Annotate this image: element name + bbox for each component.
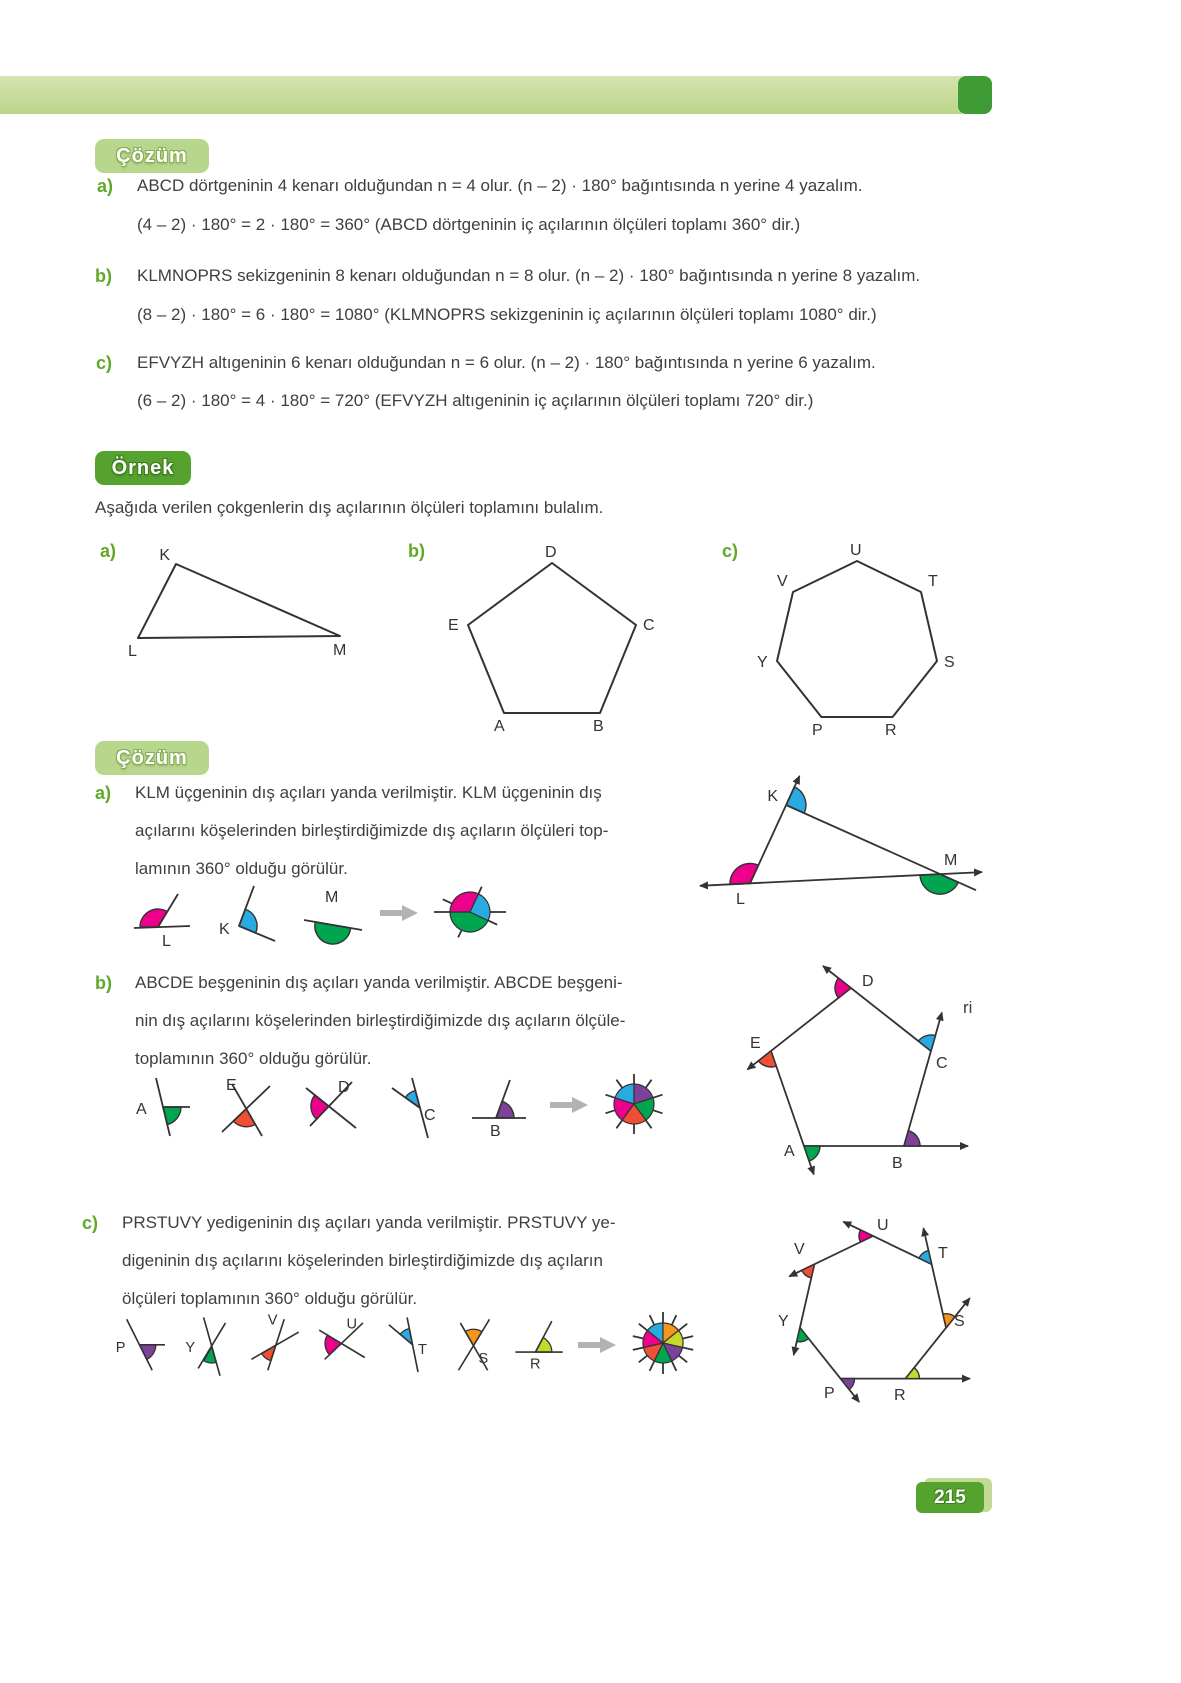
item-c-label: c): [96, 353, 113, 373]
triangle-klm-figure: [118, 546, 358, 664]
sol-a-line1: KLM üçgeninin dış açıları yanda verilmiştir. KLM üçgeninin dış: [135, 783, 602, 802]
header-bar-cap: [958, 76, 992, 114]
example-badge: [95, 451, 191, 485]
mini-angle-M: [298, 882, 368, 960]
mini-angle-R: [508, 1312, 572, 1383]
ext-vertex-P: P: [824, 1385, 835, 1402]
ext-vertex-A: A: [784, 1143, 795, 1160]
ext-vertex-R: R: [894, 1387, 906, 1404]
mini-label-L: L: [162, 933, 171, 950]
mini-angle-U: [310, 1312, 374, 1383]
item-c-statement: EFVYZH altıgeninin 6 kenarı olduğundan n = 6 olur. (n – 2) · 180° bağıntısında n yerine 6 yazalım.: [137, 353, 876, 372]
figure-b-label: b): [408, 541, 425, 561]
sol-b-stray-syllable: ri: [963, 998, 973, 1017]
item-b-label: b): [95, 266, 112, 286]
mini-label-T: T: [418, 1341, 427, 1358]
vertex-label-Y: Y: [757, 654, 768, 671]
ext-vertex-D: D: [862, 973, 874, 990]
mini-angle-P: [112, 1312, 176, 1383]
mini-angle-T: [376, 1312, 440, 1383]
item-c-formula: (6 – 2) · 180° = 4 · 180° = 720° (EFVYZH altıgeninin iç açılarının ölçüleri toplamı 720° dir.): [137, 391, 814, 410]
sol-c-label: c): [82, 1213, 99, 1233]
page-number: 215: [934, 1486, 966, 1508]
mini-angle-L: [128, 882, 198, 960]
pentagon-abcde-figure: [442, 543, 672, 735]
mini-angle-D: [296, 1072, 366, 1150]
header-bar: [0, 76, 962, 114]
vertex-label-V: V: [777, 573, 788, 590]
ext-vertex-K: K: [767, 788, 778, 805]
mini-angle-C: [380, 1072, 450, 1150]
mini-label-Y: Y: [185, 1340, 196, 1357]
vertex-label-D: D: [545, 544, 557, 561]
combined-angles-c: [618, 1298, 708, 1388]
sol-b-label: b): [95, 973, 112, 993]
item-a-label: a): [97, 176, 114, 196]
ext-vertex-C: C: [936, 1055, 948, 1072]
sol-b-line1: ABCDE beşgeninin dış açıları yanda verilmiştir. ABCDE beşgeni-: [135, 973, 623, 992]
combined-angles-b: [592, 1062, 677, 1147]
vertex-label-R: R: [885, 722, 897, 739]
sol-a-label: a): [95, 783, 112, 803]
mini-label-D: D: [338, 1079, 350, 1096]
vertex-label-P: P: [812, 722, 823, 739]
ext-vertex-E: E: [750, 1035, 761, 1052]
example-badge-text: Örnek: [111, 456, 175, 479]
mini-label-P: P: [115, 1340, 126, 1357]
arrow-right-icon: [548, 1094, 590, 1116]
sol-c-line2: digeninin dış açılarını köşelerinden birleştirdiğimizde dış açıların: [122, 1251, 603, 1270]
sol-a-line2: açılarını köşelerinden birleştirdiğimizde dış açıların ölçüleri top-: [135, 821, 609, 840]
mini-angle-S: [442, 1312, 506, 1383]
item-b-formula: (8 – 2) · 180° = 6 · 180° = 1080° (KLMNOPRS sekizgeninin iç açılarının ölçüleri toplamı 1080° dir.): [137, 305, 877, 324]
mini-angle-A: [128, 1072, 198, 1150]
mini-label-S: S: [478, 1350, 489, 1367]
sol-c-line3: ölçüleri toplamının 360° olduğu görülür.: [122, 1289, 418, 1308]
mini-angle-B: [464, 1072, 534, 1150]
ext-vertex-S: S: [954, 1313, 965, 1330]
mini-label-R: R: [529, 1356, 541, 1373]
triangle-exterior-angles-figure: [688, 770, 998, 920]
solution-badge: [95, 139, 209, 173]
mini-angle-K: [213, 882, 283, 960]
vertex-label-M: M: [333, 642, 347, 659]
mini-angle-V: [244, 1312, 308, 1383]
sol-a-line3: lamının 360° olduğu görülür.: [135, 859, 348, 878]
sol-b-line3: toplamının 360° olduğu görülür.: [135, 1049, 372, 1068]
mini-angle-E: [212, 1072, 282, 1150]
vertex-label-U: U: [850, 543, 862, 559]
mini-label-B: B: [490, 1123, 501, 1140]
mini-angle-Y: [178, 1312, 242, 1383]
item-a-formula: (4 – 2) · 180° = 2 · 180° = 360° (ABCD dörtgeninin iç açılarının ölçüleri toplamı 360° dir.): [137, 215, 801, 234]
mini-label-E: E: [226, 1077, 237, 1094]
vertex-label-K: K: [159, 547, 170, 564]
ext-vertex-U: U: [877, 1217, 889, 1234]
vertex-label-E: E: [448, 617, 459, 634]
arrow-right-icon: [378, 902, 420, 924]
item-a-statement: ABCD dörtgeninin 4 kenarı olduğundan n = 4 olur. (n – 2) · 180° bağıntısında n yerine 4 yazalım.: [137, 176, 863, 195]
ext-vertex-T: T: [938, 1245, 948, 1262]
vertex-label-C: C: [643, 617, 655, 634]
vertex-label-T: T: [928, 573, 938, 590]
example-intro: Aşağıda verilen çokgenlerin dış açılarının ölçüleri toplamını bulalım.: [95, 498, 604, 517]
vertex-label-S: S: [944, 654, 955, 671]
ext-vertex-Y: Y: [778, 1313, 789, 1330]
vertex-label-A: A: [494, 718, 505, 735]
ext-vertex-M: M: [944, 852, 958, 869]
page-number-badge: [916, 1482, 984, 1513]
heptagon-prstuvy-figure: [752, 543, 967, 741]
solution2-badge: [95, 741, 209, 775]
mini-label-A: A: [136, 1101, 147, 1118]
solution2-badge-text: Çözüm: [116, 746, 188, 769]
heptagon-exterior-angles-figure: [738, 1196, 1018, 1441]
mini-label-U: U: [346, 1316, 358, 1333]
vertex-label-L: L: [128, 643, 137, 660]
mini-label-M: M: [325, 889, 339, 906]
sol-b-line2: nin dış açılarını köşelerinden birleştirdiğimizde dış açıların ölçüle-: [135, 1011, 626, 1030]
mini-label-V: V: [267, 1312, 278, 1329]
ext-vertex-B: B: [892, 1155, 903, 1172]
ext-vertex-V: V: [794, 1241, 805, 1258]
figure-c-label: c): [722, 541, 739, 561]
arrow-right-icon: [576, 1334, 618, 1356]
pentagon-exterior-angles-figure: [726, 956, 1016, 1206]
item-b-statement: KLMNOPRS sekizgeninin 8 kenarı olduğundan n = 8 olur. (n – 2) · 180° bağıntısında n yerine 8 yazalım.: [137, 266, 921, 285]
ext-vertex-L: L: [736, 891, 745, 908]
vertex-label-B: B: [593, 718, 604, 735]
figure-a-label: a): [100, 541, 117, 561]
combined-angles-a: [428, 870, 513, 955]
mini-label-C: C: [424, 1107, 436, 1124]
mini-label-K: K: [219, 921, 230, 938]
solution-badge-text: Çözüm: [116, 144, 188, 167]
sol-c-line1: PRSTUVY yedigeninin dış açıları yanda verilmiştir. PRSTUVY ye-: [122, 1213, 616, 1232]
